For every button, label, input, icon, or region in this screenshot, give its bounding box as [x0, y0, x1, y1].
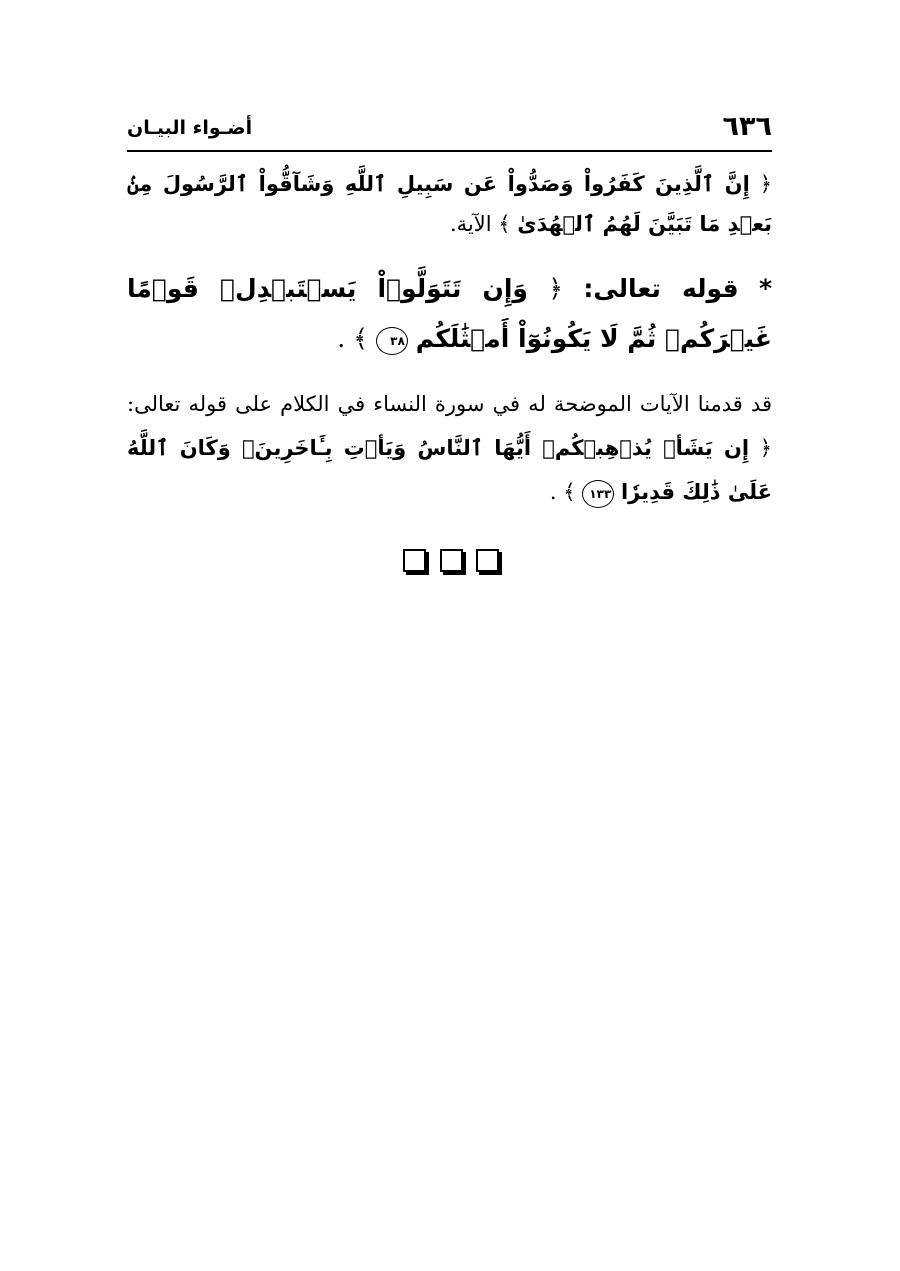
quran-verse: وَإِن تَتَوَلَّوۡاْ يَسۡتَبۡدِلۡ قَوۡمًا غَيۡرَكُمۡ ثُمَّ لَا يَكُونُوٓاْ أَمۡثَٰلَكُم	[127, 274, 772, 353]
commentary-text: قد قدمنا الآيات الموضحة له في سورة النساء في الكلام على قوله تعالى:	[127, 392, 772, 416]
square-icon	[440, 549, 463, 572]
verse-reference-note: الآية.	[449, 212, 492, 236]
quran-verse: إِنَّ ٱلَّذِينَ كَفَرُواْ وَصَدُّواْ عَن سَبِيلِ ٱللَّهِ وَشَآقُّواْ ٱلرَّسُولَ مِنۢ بَعۡدِ مَا تَبَيَّنَ لَهُمُ ٱلۡهُدَىٰ	[127, 172, 772, 236]
open-ornate-bracket: ﴿	[759, 172, 772, 196]
paragraph-1	[127, 164, 772, 244]
header-rule	[127, 150, 772, 152]
open-ornate-bracket: ﴿	[759, 436, 772, 460]
page-header	[127, 108, 772, 150]
page-body	[127, 164, 772, 514]
running-title: أضـواء البيـان	[127, 117, 253, 139]
close-ornate-bracket: ﴾	[563, 480, 576, 504]
quran-verse: إِن يَشَأۡ يُذۡهِبۡكُمۡ أَيُّهَا ٱلنَّاسُ وَيَأۡتِ بِـَٔاخَرِينَۚ وَكَانَ ٱللَّهُ عَلَىٰ ذَٰلِكَ قَدِيرٗا	[127, 436, 772, 504]
sentence-end: .	[549, 480, 557, 504]
close-ornate-bracket: ﴾	[498, 212, 511, 236]
ayah-number-marker: ٣٨	[376, 327, 408, 355]
sentence-end: .	[337, 324, 346, 353]
square-icon	[476, 549, 499, 572]
section-lead: قوله تعالى:	[583, 274, 739, 303]
paragraph-3	[127, 382, 772, 514]
open-ornate-bracket: ﴿	[548, 274, 563, 303]
page-number: ٦٣٦	[722, 111, 772, 142]
paragraph-2	[127, 264, 772, 364]
square-icon	[403, 549, 426, 572]
section-separator-three-squares-icon	[403, 549, 499, 575]
star-icon: *	[758, 274, 773, 303]
ayah-number-marker: ١٣٣	[582, 480, 614, 508]
close-ornate-bracket: ﴾	[353, 324, 368, 353]
